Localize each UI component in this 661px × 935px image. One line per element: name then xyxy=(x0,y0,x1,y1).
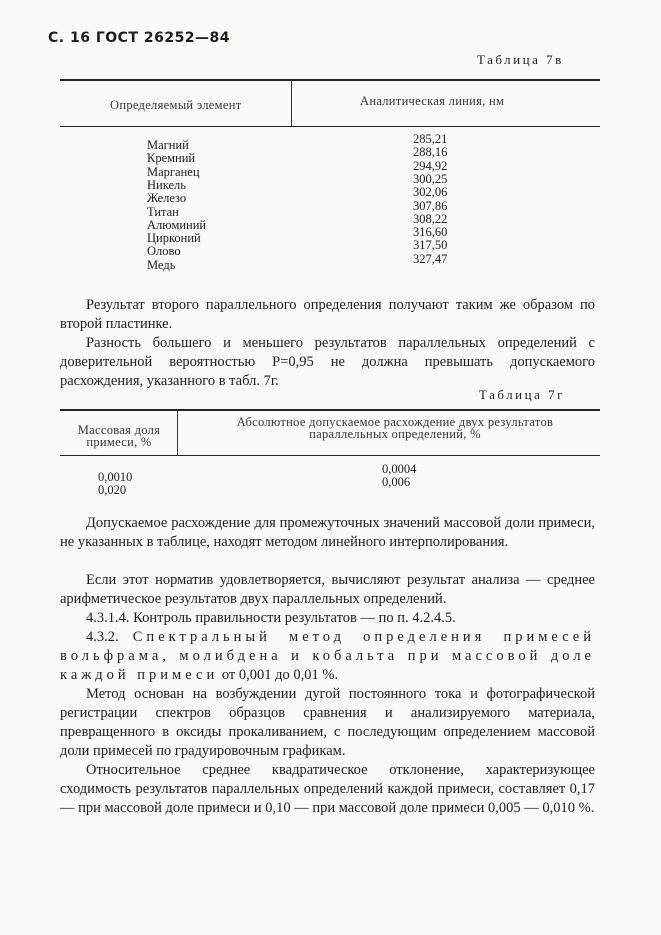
table-7g-top-rule xyxy=(60,409,600,411)
paragraph-deviation: Относительное среднее квадратическое отклонение, характеризующее сходимость результатов параллельных определений каждой примеси, составляет 0,17 — при массовой доле примеси и 0,10 — при массовой доле примеси 0,005 — 0,010 %. xyxy=(60,762,595,816)
table-top-rule xyxy=(60,79,600,81)
table-cell-element: Кремний xyxy=(147,151,196,166)
paragraph-interpolation: Допускаемое расхождение для промежуточных значений массовой доли примеси, не указанных в таблице, находят методом линейного интерполирования. xyxy=(60,515,595,550)
page-header: С. 16 ГОСТ 26252—84 xyxy=(48,30,231,46)
table-cell-diff: 0,0004 xyxy=(382,462,417,476)
section-number: 4.3.2. xyxy=(86,629,119,645)
table-cell-mass: 0,020 xyxy=(98,483,127,497)
table-cell-element: Олово xyxy=(147,244,181,259)
table-cell-line: 316,60 xyxy=(413,225,448,240)
table-cell-line: 288,16 xyxy=(413,145,448,160)
section-title-spaced: Спектральный метод определения примесей вольфрама, молибдена и кобальта при массовой доле каждой примеси xyxy=(60,629,596,683)
paragraph-method: Метод основан на возбуждении дугой постоянного тока и фотографической регистрации спектров образцов сравнения и анализируемого материала, превращенного в оксиды прокаливанием, с последующим определением массовой доли примесей по градуировочным графикам. xyxy=(60,686,595,759)
table-7g-col1-header: Массовая доля примеси, % xyxy=(77,423,161,449)
table-cell-line: 307,86 xyxy=(413,198,448,213)
table-7g-header-rule xyxy=(60,455,600,456)
paragraph-second-determination: Результат второго параллельного определения получают таким же образом по второй пластинке. xyxy=(60,297,595,332)
table-cell-element: Никель xyxy=(147,177,186,192)
paragraph-result: Если этот норматив удовлетворяется, вычисляют результат анализа — среднее арифметическое результатов двух параллельных определений. xyxy=(60,572,595,607)
table-cell-line: 317,50 xyxy=(413,238,448,253)
table-header-rule xyxy=(60,126,600,127)
table-cell-element: Алюминий xyxy=(147,217,207,232)
paragraph-difference: Разность большего и меньшего результатов параллельных определений с доверительной вероятностью Р=0,95 не должна превышать допускаемого расхождения, указанного в табл. 7г. xyxy=(60,335,595,389)
table-cell-element: Медь xyxy=(147,257,176,272)
table-7g-col2-header: Абсолютное допускаемое расхождение двух результатов параллельных определений, % xyxy=(236,415,554,441)
table-cell-element: Цирконий xyxy=(147,231,201,246)
table-cell-line: 294,92 xyxy=(413,158,448,173)
table-7v-col2-header: Аналитическая линия, нм xyxy=(360,94,505,108)
table-7v-caption: Таблица 7в xyxy=(477,52,564,67)
table-cell-line: 285,21 xyxy=(413,132,448,146)
table-cell-line: 300,25 xyxy=(413,171,448,186)
table-7v-col1-header: Определяемый элемент xyxy=(110,98,242,112)
table-cell-element: Магний xyxy=(147,138,189,152)
table-cell-element: Марганец xyxy=(147,164,200,179)
table-cell-mass: 0,0010 xyxy=(98,470,133,484)
table-cell-line: 308,22 xyxy=(413,211,448,226)
table-column-divider xyxy=(291,81,292,127)
table-7g-caption: Таблица 7г xyxy=(479,387,565,402)
paragraph-4-3-1-4: 4.3.1.4. Контроль правильности результатов — по п. 4.2.4.5. xyxy=(86,610,456,626)
table-7g-column-divider xyxy=(177,411,178,455)
table-cell-element: Титан xyxy=(147,204,179,219)
table-cell-line: 302,06 xyxy=(413,185,448,200)
table-cell-line: 327,47 xyxy=(413,251,448,266)
paragraph-4-3-2 xyxy=(60,628,595,685)
section-title-tail: от 0,001 до 0,01 %. xyxy=(221,667,339,683)
table-cell-diff: 0,006 xyxy=(382,475,411,489)
table-cell-element: Железо xyxy=(147,191,187,206)
